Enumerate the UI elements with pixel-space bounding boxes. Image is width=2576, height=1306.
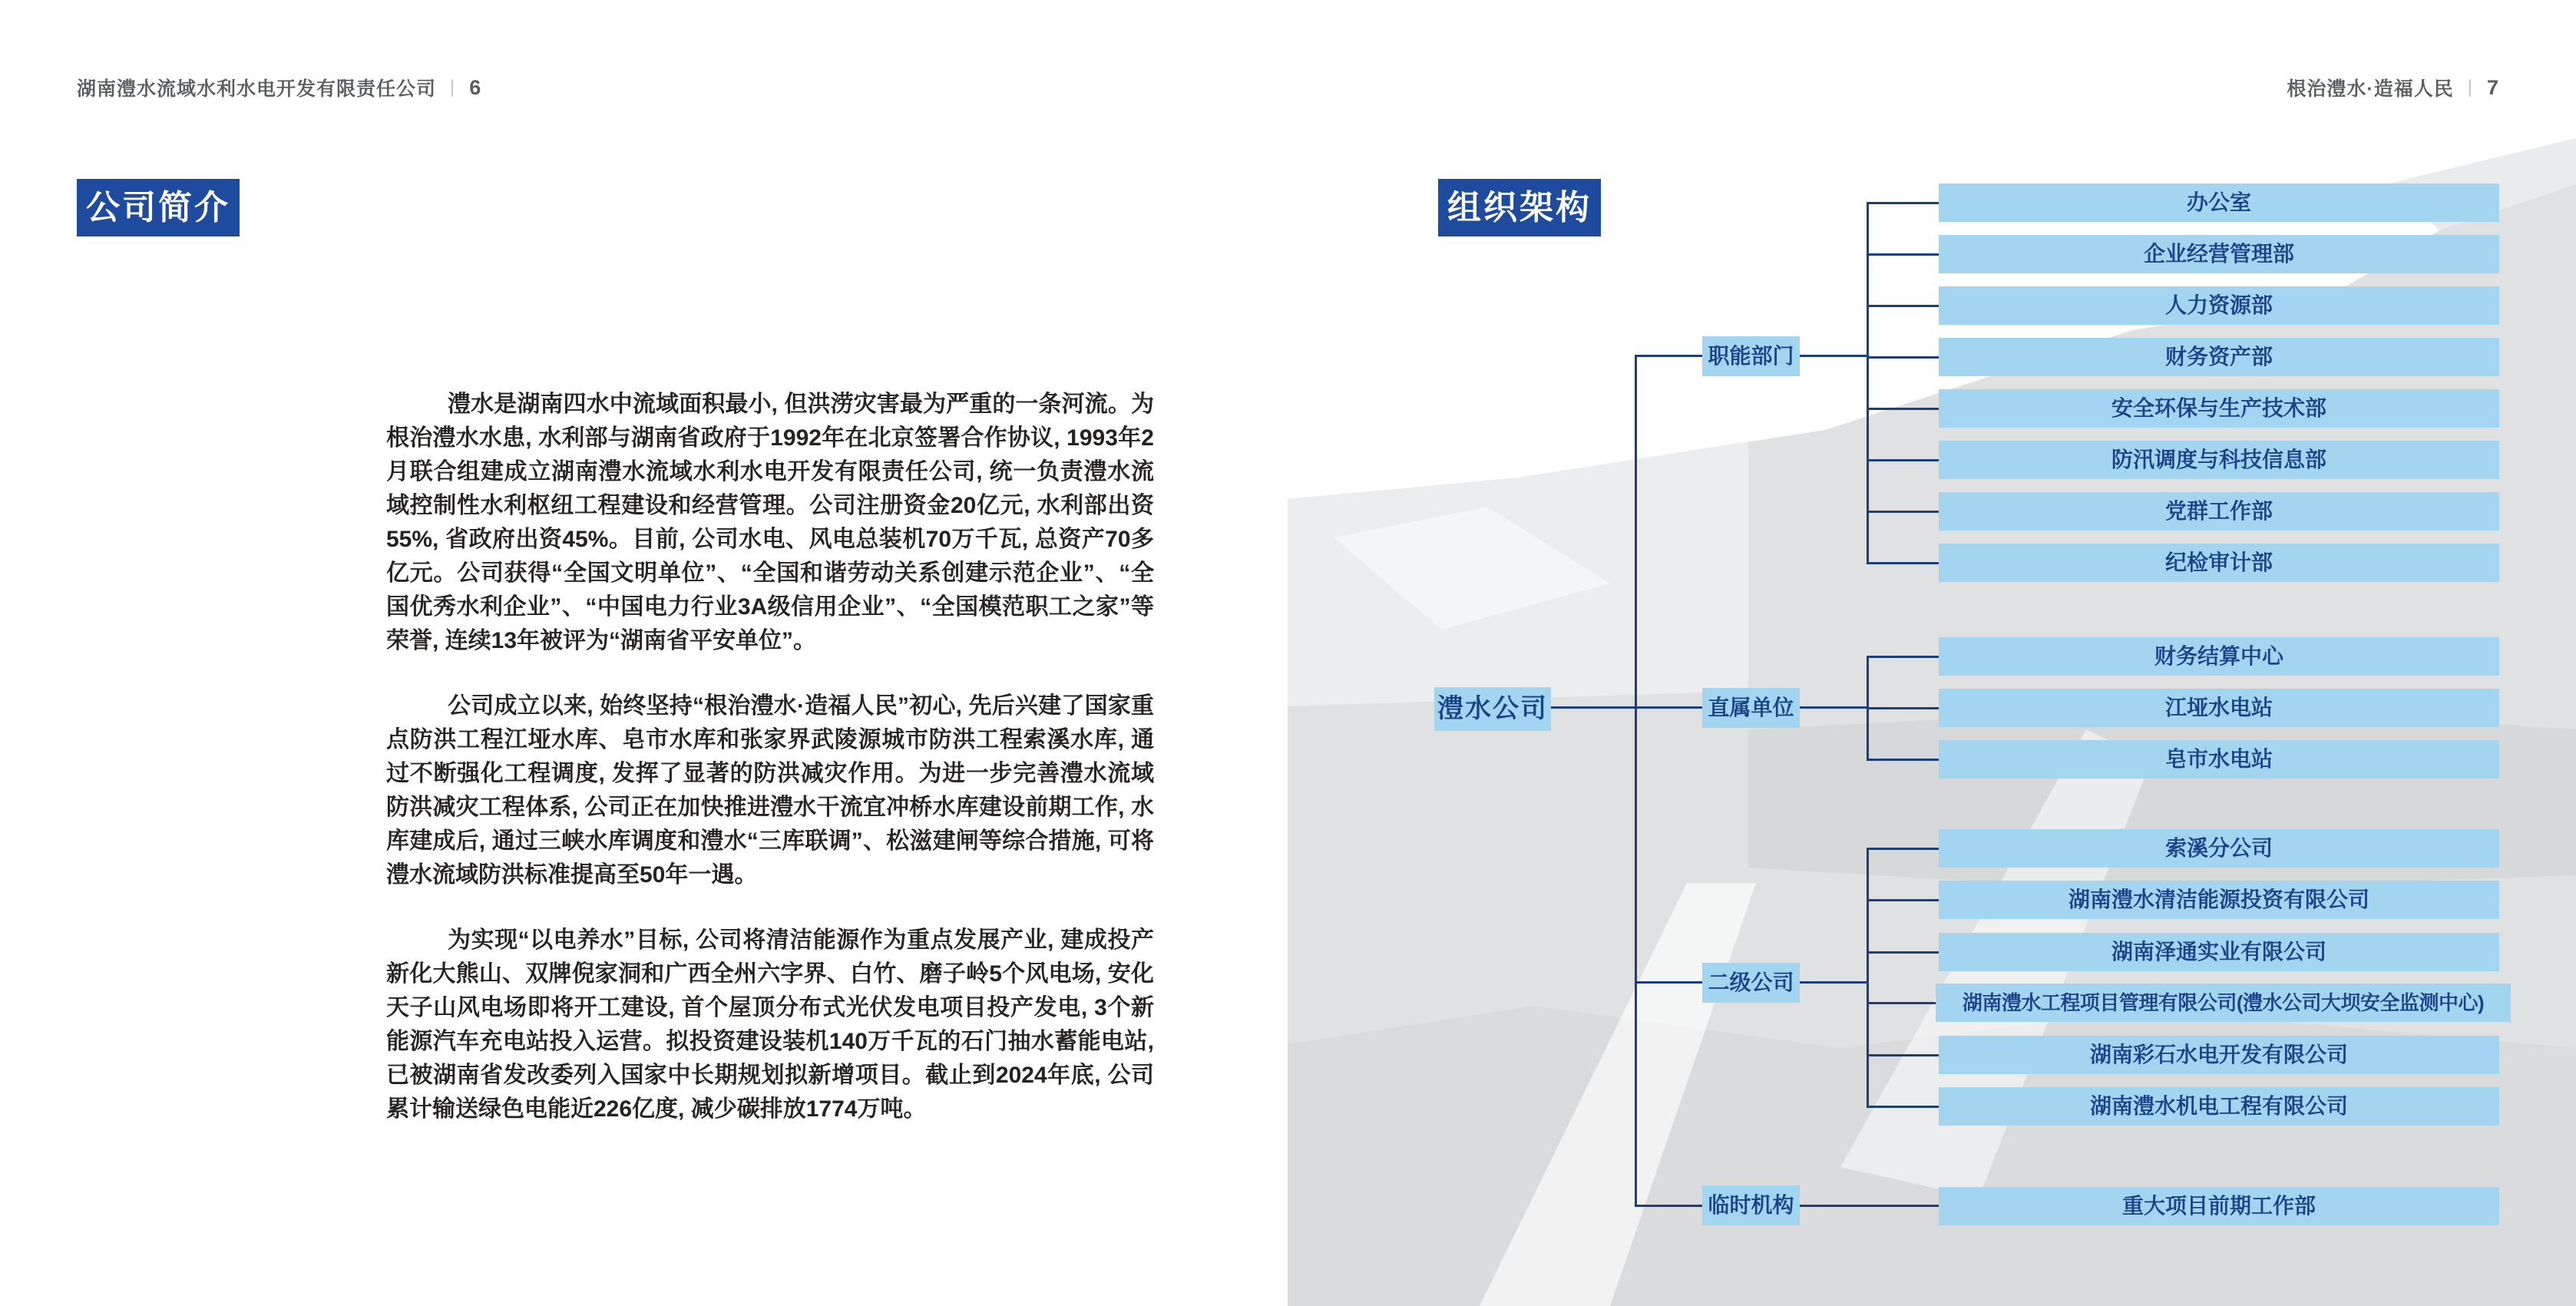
paragraph: 澧水是湖南四水中流域面积最小, 但洪涝灾害最为严重的一条河流。为根治澧水水患, 水利部与湖南省政府于1992年在北京签署合作协议, 1993年2月联合组建成立湖南澧水流域水利水电开发有限责任公司, 统一负责澧水流域控制性水利枢纽工程建设和经营管理。公司注册资金20亿元, 水利部出资55%, 省政府出资45%。目前, 公司水电、风电总装机70万千瓦, 总资产70多亿元。公司获得“全国文明单位”、“全国和谐劳动关系创建示范企业”、“全国优秀水利企业”、“中国电力行业3A级信用企业”、“全国模范职工之家”等荣誉, 连续13年被评为“湖南省平安单位”。 [386, 392, 1154, 653]
org-connector [1867, 656, 1939, 658]
org-branch-direct-units: 直属单位 [1702, 688, 1800, 728]
org-root-node: 澧水公司 [1434, 687, 1551, 731]
org-node: 纪检审计部 [1939, 544, 2499, 582]
page-number: 7 [2486, 75, 2499, 99]
org-connector [1867, 253, 1939, 256]
org-connector [1867, 951, 1939, 954]
org-connector [1800, 981, 1869, 984]
org-connector [1635, 355, 1702, 357]
org-connector [1635, 1205, 1702, 1207]
org-connector [1635, 355, 1637, 1206]
org-connector [1867, 899, 1939, 901]
org-node: 财务资产部 [1939, 338, 2499, 376]
company-name: 湖南澧水流域水利水电开发有限责任公司 [77, 78, 437, 100]
org-connector [1867, 511, 1939, 513]
org-connector [1867, 305, 1939, 307]
org-branch-subsidiaries: 二级公司 [1702, 963, 1800, 1003]
org-node: 湖南澧水机电工程有限公司 [1939, 1087, 2499, 1126]
org-branch-functional-depts: 职能部门 [1702, 336, 1800, 376]
org-connector [1635, 981, 1702, 984]
org-connector [1867, 1054, 1939, 1056]
org-connector [1867, 1002, 1936, 1004]
org-node: 湖南彩石水电开发有限公司 [1939, 1036, 2499, 1074]
org-connector [1867, 1106, 1939, 1108]
org-connector [1867, 759, 1939, 761]
org-connector [1867, 848, 1869, 1108]
org-node: 办公室 [1939, 184, 2499, 222]
company-profile-text [386, 388, 1154, 1158]
paragraph: 为实现“以电养水”目标, 公司将清洁能源作为重点发展产业, 建成投产新化大熊山、双牌倪家洞和广西全州六字界、白竹、磨子岭5个风电场, 安化天子山风电场即将开工建设, 首个屋顶分布式光伏发电项目投产发电, 3个新能源汽车充电站投入运营。拟投资建设装机140万千瓦的石门抽水蓄能电站, 已被湖南省发改委列入国家中长期规划拟新增项目。截止到2024年底, 公司累计输送绿色电能近226亿度, 减少碳排放1774万吨。 [386, 927, 1154, 1122]
org-connector [1867, 408, 1939, 410]
org-node: 湖南泽通实业有限公司 [1939, 933, 2499, 971]
running-header-right [2287, 74, 2499, 101]
org-node: 党群工作部 [1939, 492, 2499, 531]
org-connector [1867, 202, 1869, 564]
org-connector [1551, 706, 1702, 709]
org-node: 皂市水电站 [1939, 740, 2499, 779]
slogan: 根治澧水·造福人民 [2287, 78, 2454, 100]
org-connector [1867, 202, 1939, 204]
section-title-org-structure: 组织架构 [1438, 179, 1601, 236]
org-node: 人力资源部 [1939, 286, 2499, 325]
org-node: 索溪分公司 [1939, 829, 2499, 868]
org-node: 湖南澧水工程项目管理有限公司(澧水公司大坝安全监测中心) [1936, 984, 2511, 1022]
header-separator: | [2467, 77, 2473, 98]
org-connector [1867, 707, 1939, 709]
org-node: 重大项目前期工作部 [1939, 1187, 2499, 1225]
org-connector [1867, 562, 1939, 564]
org-node: 防汛调度与科技信息部 [1939, 441, 2499, 479]
org-branch-temp-orgs: 临时机构 [1702, 1185, 1800, 1225]
org-node: 安全环保与生产技术部 [1939, 389, 2499, 428]
running-header-left [77, 74, 481, 101]
header-separator: | [450, 77, 456, 98]
org-node: 湖南澧水清洁能源投资有限公司 [1939, 881, 2499, 919]
org-connector [1867, 848, 1939, 850]
paragraph: 公司成立以来, 始终坚持“根治澧水·造福人民”初心, 先后兴建了国家重点防洪工程江垭水库、皂市水库和张家界武陵源城市防洪工程索溪水库, 通过不断强化工程调度, 发挥了显著的防洪减灾作用。为进一步完善澧水流域防洪减灾工程体系, 公司正在加快推进澧水干流宜冲桥水库建设前期工作, 水库建成后, 通过三峡水库调度和澧水“三库联调”、松滋建闸等综合措施, 可将澧水流域防洪标准提高至50年一遇。 [386, 693, 1154, 888]
org-connector [1800, 706, 1869, 709]
page-number: 6 [469, 75, 482, 99]
org-connector [1867, 356, 1939, 359]
org-connector [1800, 355, 1869, 357]
org-connector [1867, 459, 1939, 461]
org-node: 企业经营管理部 [1939, 235, 2499, 273]
org-node: 财务结算中心 [1939, 637, 2499, 676]
org-node: 江垭水电站 [1939, 689, 2499, 727]
org-connector [1800, 1205, 1939, 1207]
section-title-company-profile: 公司简介 [77, 179, 240, 236]
